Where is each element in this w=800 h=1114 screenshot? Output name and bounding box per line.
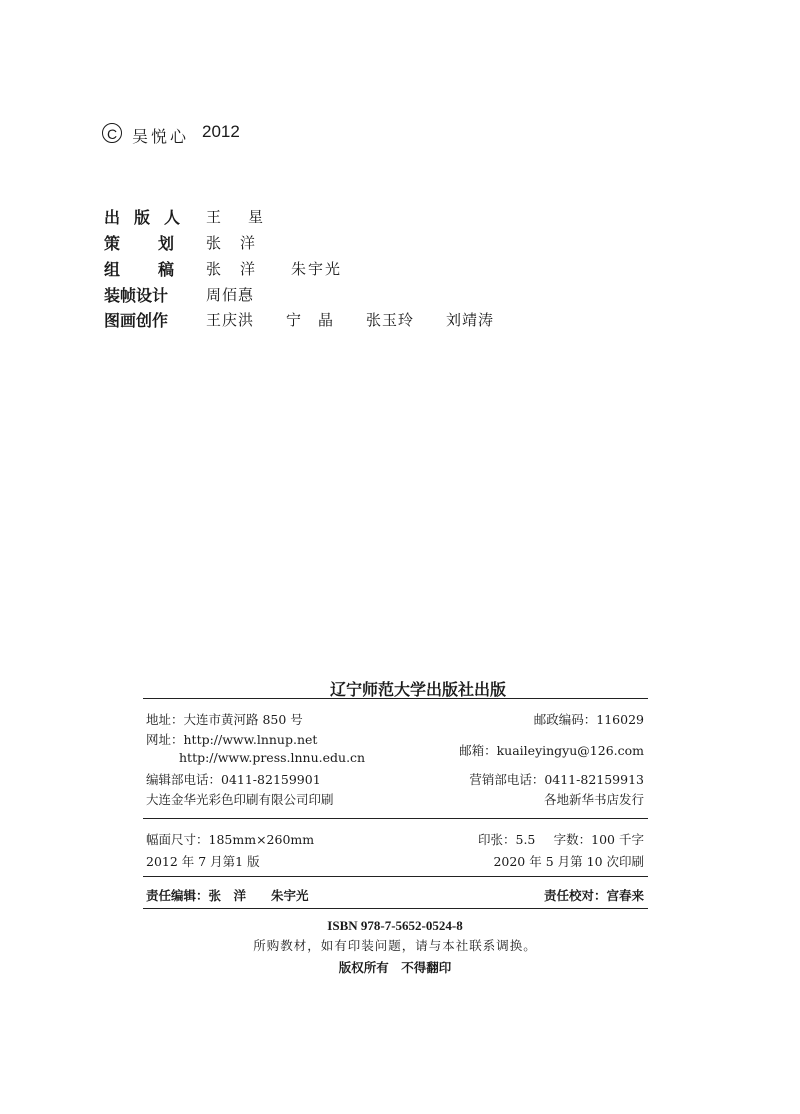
editorial-phone: 编辑部电话：0411-82159901	[146, 772, 321, 787]
divider-lower	[143, 876, 648, 877]
credit-value-planning: 张 洋	[206, 234, 258, 252]
credit-label-acquisitions: 组稿	[104, 260, 213, 279]
format-size: 幅面尺寸：185mm×260mm	[146, 832, 315, 847]
publisher-name: 辽宁师范大学出版社出版	[330, 680, 507, 699]
printing: 2020 年 5 月第 10 次印刷	[493, 854, 644, 869]
credit-label-publisher: 出版人	[104, 208, 195, 227]
distributor: 各地新华书店发行	[543, 792, 644, 807]
website-secondary: http://www.press.lnnu.edu.cn	[179, 750, 366, 765]
credit-label-illustration: 图画创作	[104, 311, 169, 330]
credit-value-design: 周佰惪	[206, 286, 255, 304]
divider-bottom	[143, 908, 648, 909]
postcode: 邮政编码：116029	[533, 712, 644, 727]
credit-value-illustration: 王庆洪 宁 晶 张玉玲 刘靖涛	[206, 311, 495, 329]
printer: 大连金华光彩色印刷有限公司印刷	[146, 792, 334, 807]
edition: 2012 年 7 月第1 版	[146, 854, 260, 869]
divider-top	[143, 698, 648, 699]
proofreader: 责任校对：宫春来	[543, 888, 644, 903]
word-count: 字数：100 千字	[553, 832, 644, 847]
credit-label-design: 装帧设计	[104, 286, 169, 305]
copyright-author: 吴悦心	[132, 127, 190, 146]
copyright-year: 2012	[202, 122, 240, 141]
isbn: ISBN 978-7-5652-0524-8	[327, 918, 463, 933]
credit-value-acquisitions: 张 洋 朱宇光	[206, 260, 343, 278]
responsible-editor: 责任编辑：张 洋 朱宇光	[146, 888, 309, 903]
divider-middle	[143, 818, 648, 819]
address: 地址：大连市黄河路 850 号	[146, 712, 303, 727]
email: 邮箱：kuaileyingyu@126.com	[459, 743, 644, 758]
replacement-notice: 所购教材，如有印装问题，请与本社联系调换。	[253, 938, 537, 953]
website-primary: 网址：http://www.lnnup.net	[146, 732, 318, 747]
rights-notice: 版权所有 不得翻印	[338, 960, 452, 975]
credit-value-publisher: 王 星	[206, 208, 270, 226]
marketing-phone: 营销部电话：0411-82159913	[469, 772, 644, 787]
print-sheets: 印张：5.5	[478, 832, 536, 847]
credit-label-planning: 策划	[104, 234, 213, 253]
copyright-symbol: C	[102, 123, 122, 143]
